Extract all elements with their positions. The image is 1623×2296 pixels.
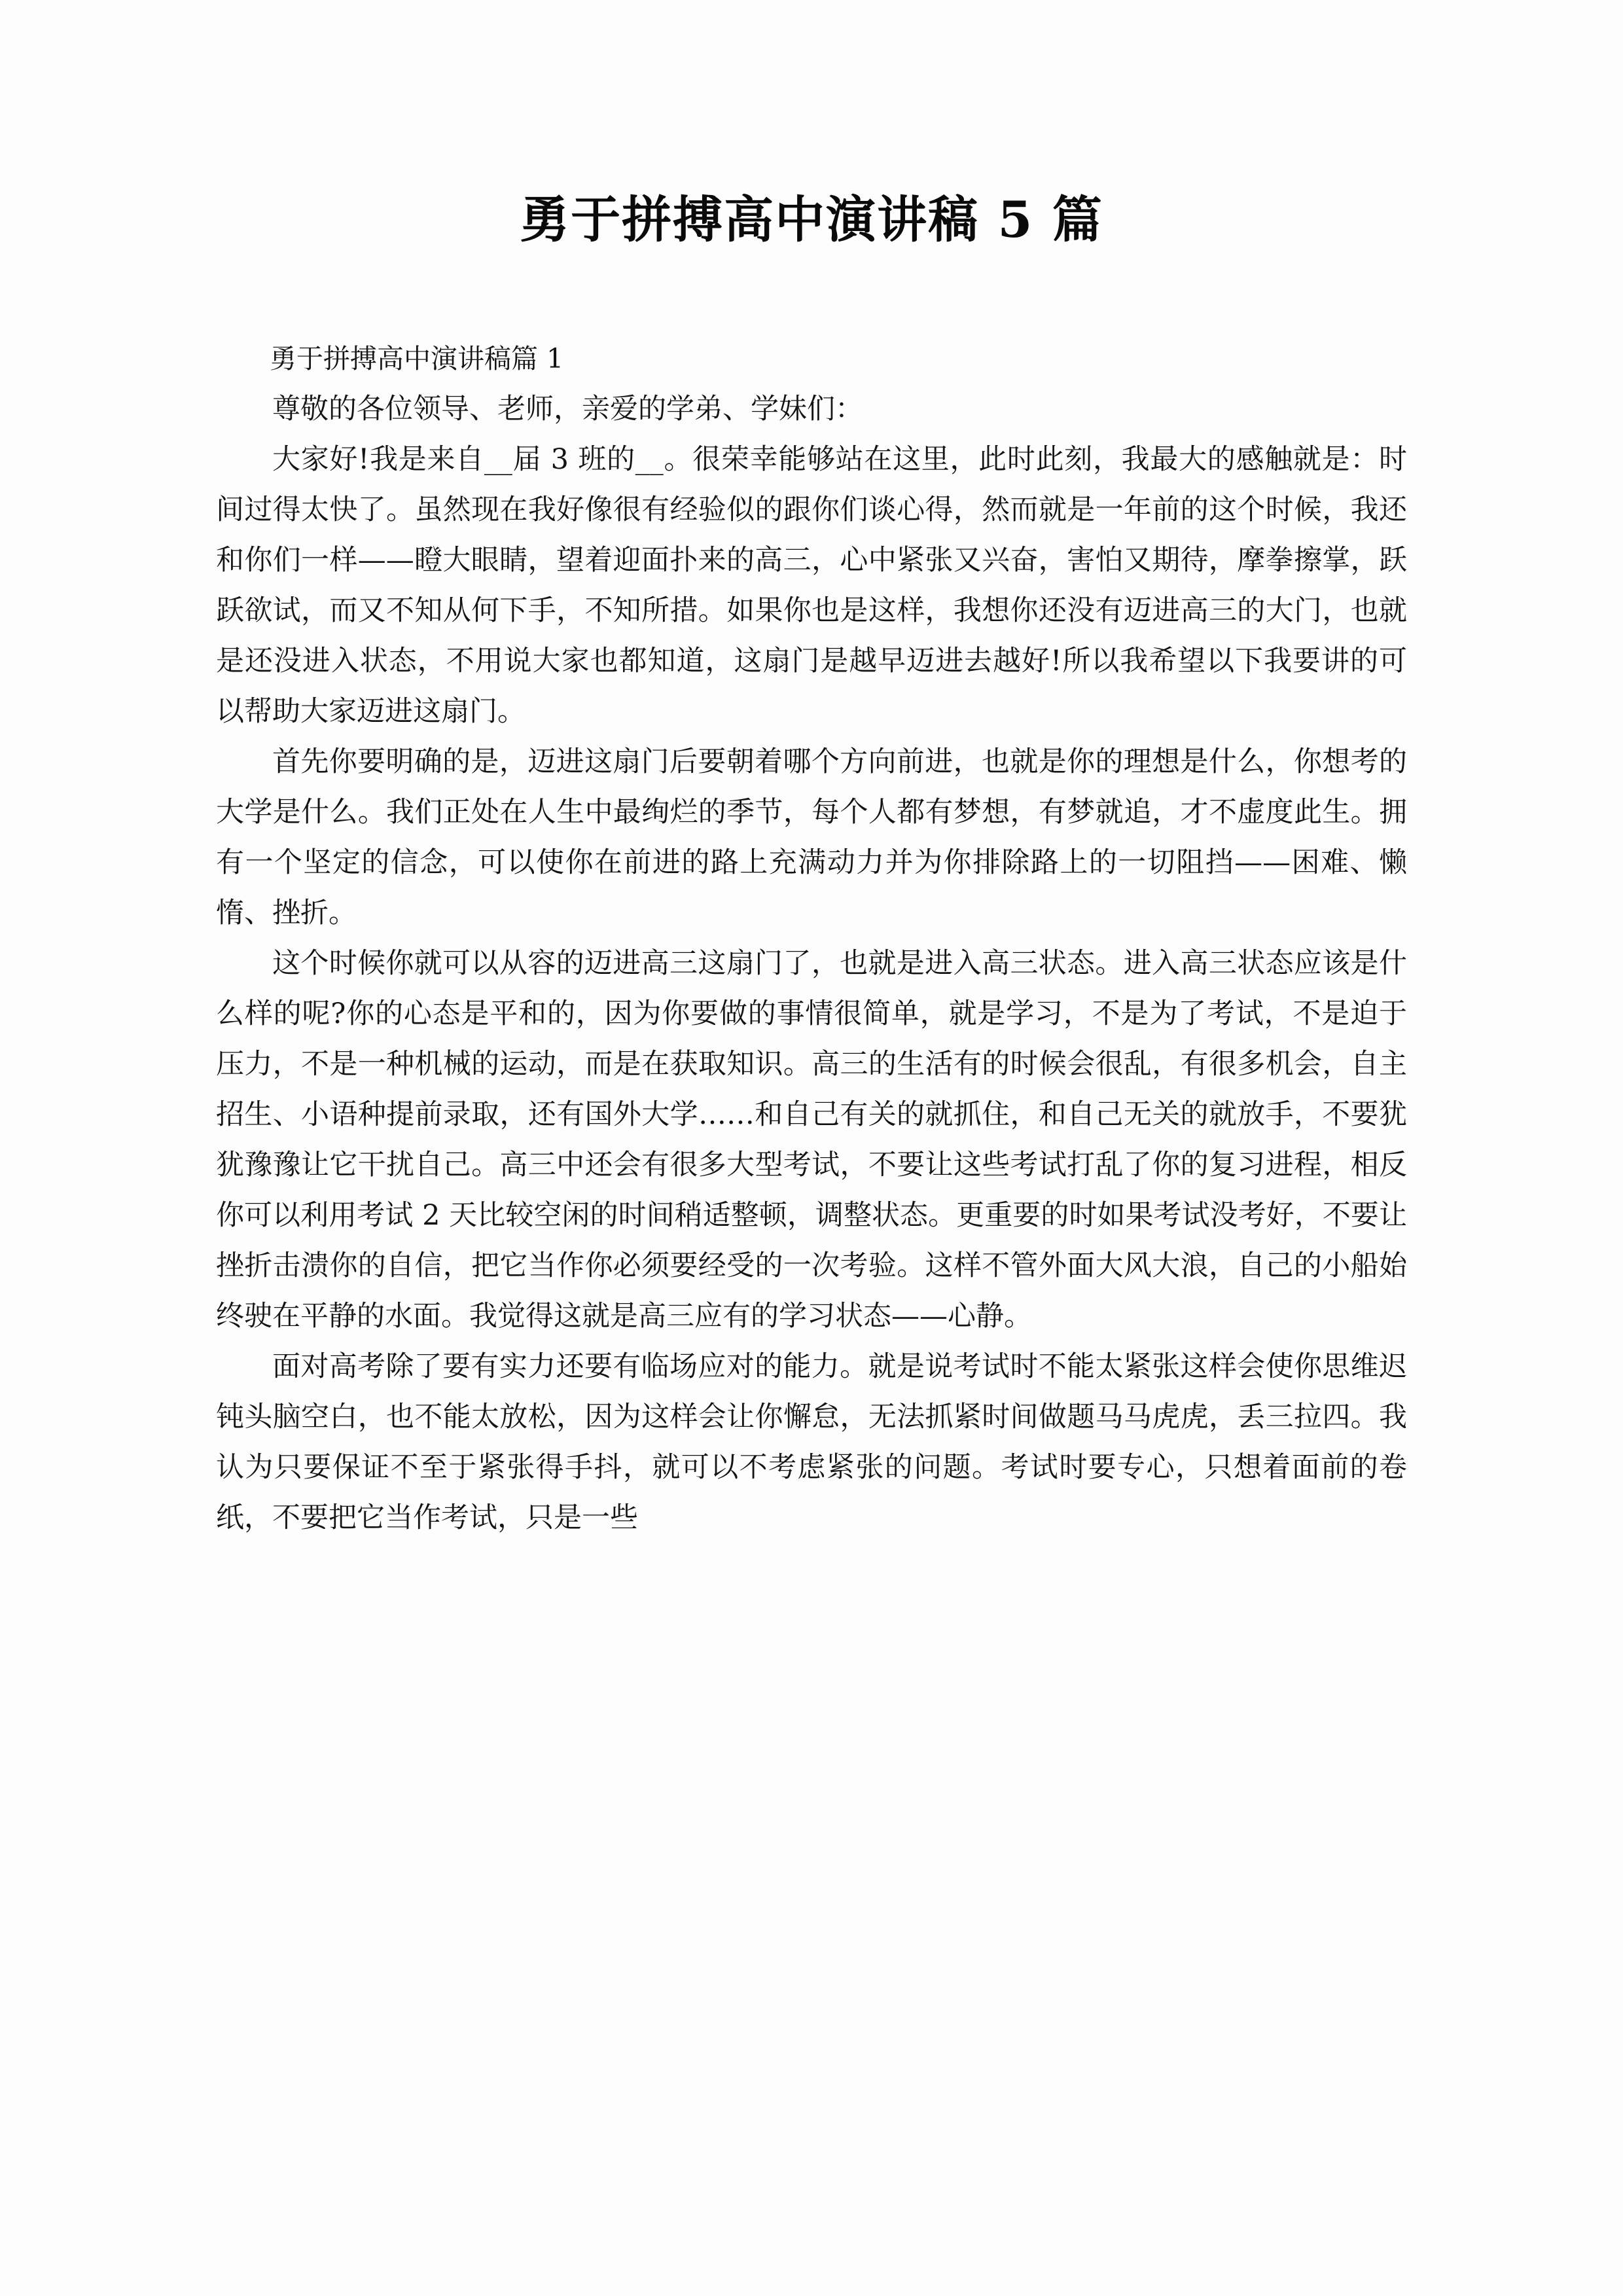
salutation-line: 尊敬的各位领导、老师，亲爱的学弟、学妹们： bbox=[272, 393, 863, 425]
document-body bbox=[216, 334, 1407, 1543]
body-paragraph-1: 大家好!我是来自__届 3 班的__。很荣幸能够站在这里，此时此刻，我最大的感触就是：时间过得太快了。虽然现在我好像很有经验似的跟你们谈心得，然而就是一年前的这个时候，我还和你们一样——瞪大眼睛，望着迎面扑来的高三，心中紧张又兴奋，害怕又期待，摩拳擦掌，跃跃欲试，而又不知从何下手，不知所措。如果你也是这样，我想你还没有迈进高三的大门，也就是还没进入状态，不用说大家也都知道，这扇门是越早迈进去越好!所以我希望以下我要讲的可以帮助大家迈进这扇门。 bbox=[216, 443, 1407, 728]
body-paragraph-4: 面对高考除了要有实力还要有临场应对的能力。就是说考试时不能太紧张这样会使你思维迟钝头脑空白，也不能太放松，因为这样会让你懈怠，无法抓紧时间做题马马虎虎，丢三拉四。我认为只要保证不至于紧张得手抖，就可以不考虑紧张的问题。考试时要专心，只想着面前的卷纸，不要把它当作考试，只是一些 bbox=[216, 1350, 1407, 1534]
page-content-area bbox=[216, 0, 1407, 2296]
body-paragraph-2: 首先你要明确的是，迈进这扇门后要朝着哪个方向前进，也就是你的理想是什么，你想考的大学是什么。我们正处在人生中最绚烂的季节，每个人都有梦想，有梦就追，才不虚度此生。拥有一个坚定的信念，可以使你在前进的路上充满动力并为你排除路上的一切阻挡——困难、懒惰、挫折。 bbox=[216, 745, 1407, 929]
page-title: 勇于拼搏高中演讲稿 5 篇 bbox=[520, 190, 1103, 249]
body-paragraph-3: 这个时候你就可以从容的迈进高三这扇门了，也就是进入高三状态。进入高三状态应该是什么样的呢?你的心态是平和的，因为你要做的事情很简单，就是学习，不是为了考试，不是迫于压力，不是一种机械的运动，而是在获取知识。高三的生活有的时候会很乱，有很多机会，自主招生、小语种提前录取，还有国外大学……和自己有关的就抓住，和自己无关的就放手，不要犹犹豫豫让它干扰自己。高三中还会有很多大型考试，不要让这些考试打乱了你的复习进程，相反你可以利用考试 2 天比较空闲的时间稍适整顿，调整状态。更重要的时如果考试没考好，不要让挫折击溃你的自信，把它当作你必须要经受的一次考验。这样不管外面大风大浪，自己的小船始终驶在平静的水面。我觉得这就是高三应有的学习状态——心静。 bbox=[216, 947, 1407, 1333]
section-heading: 勇于拼搏高中演讲稿篇 1 bbox=[270, 343, 564, 374]
